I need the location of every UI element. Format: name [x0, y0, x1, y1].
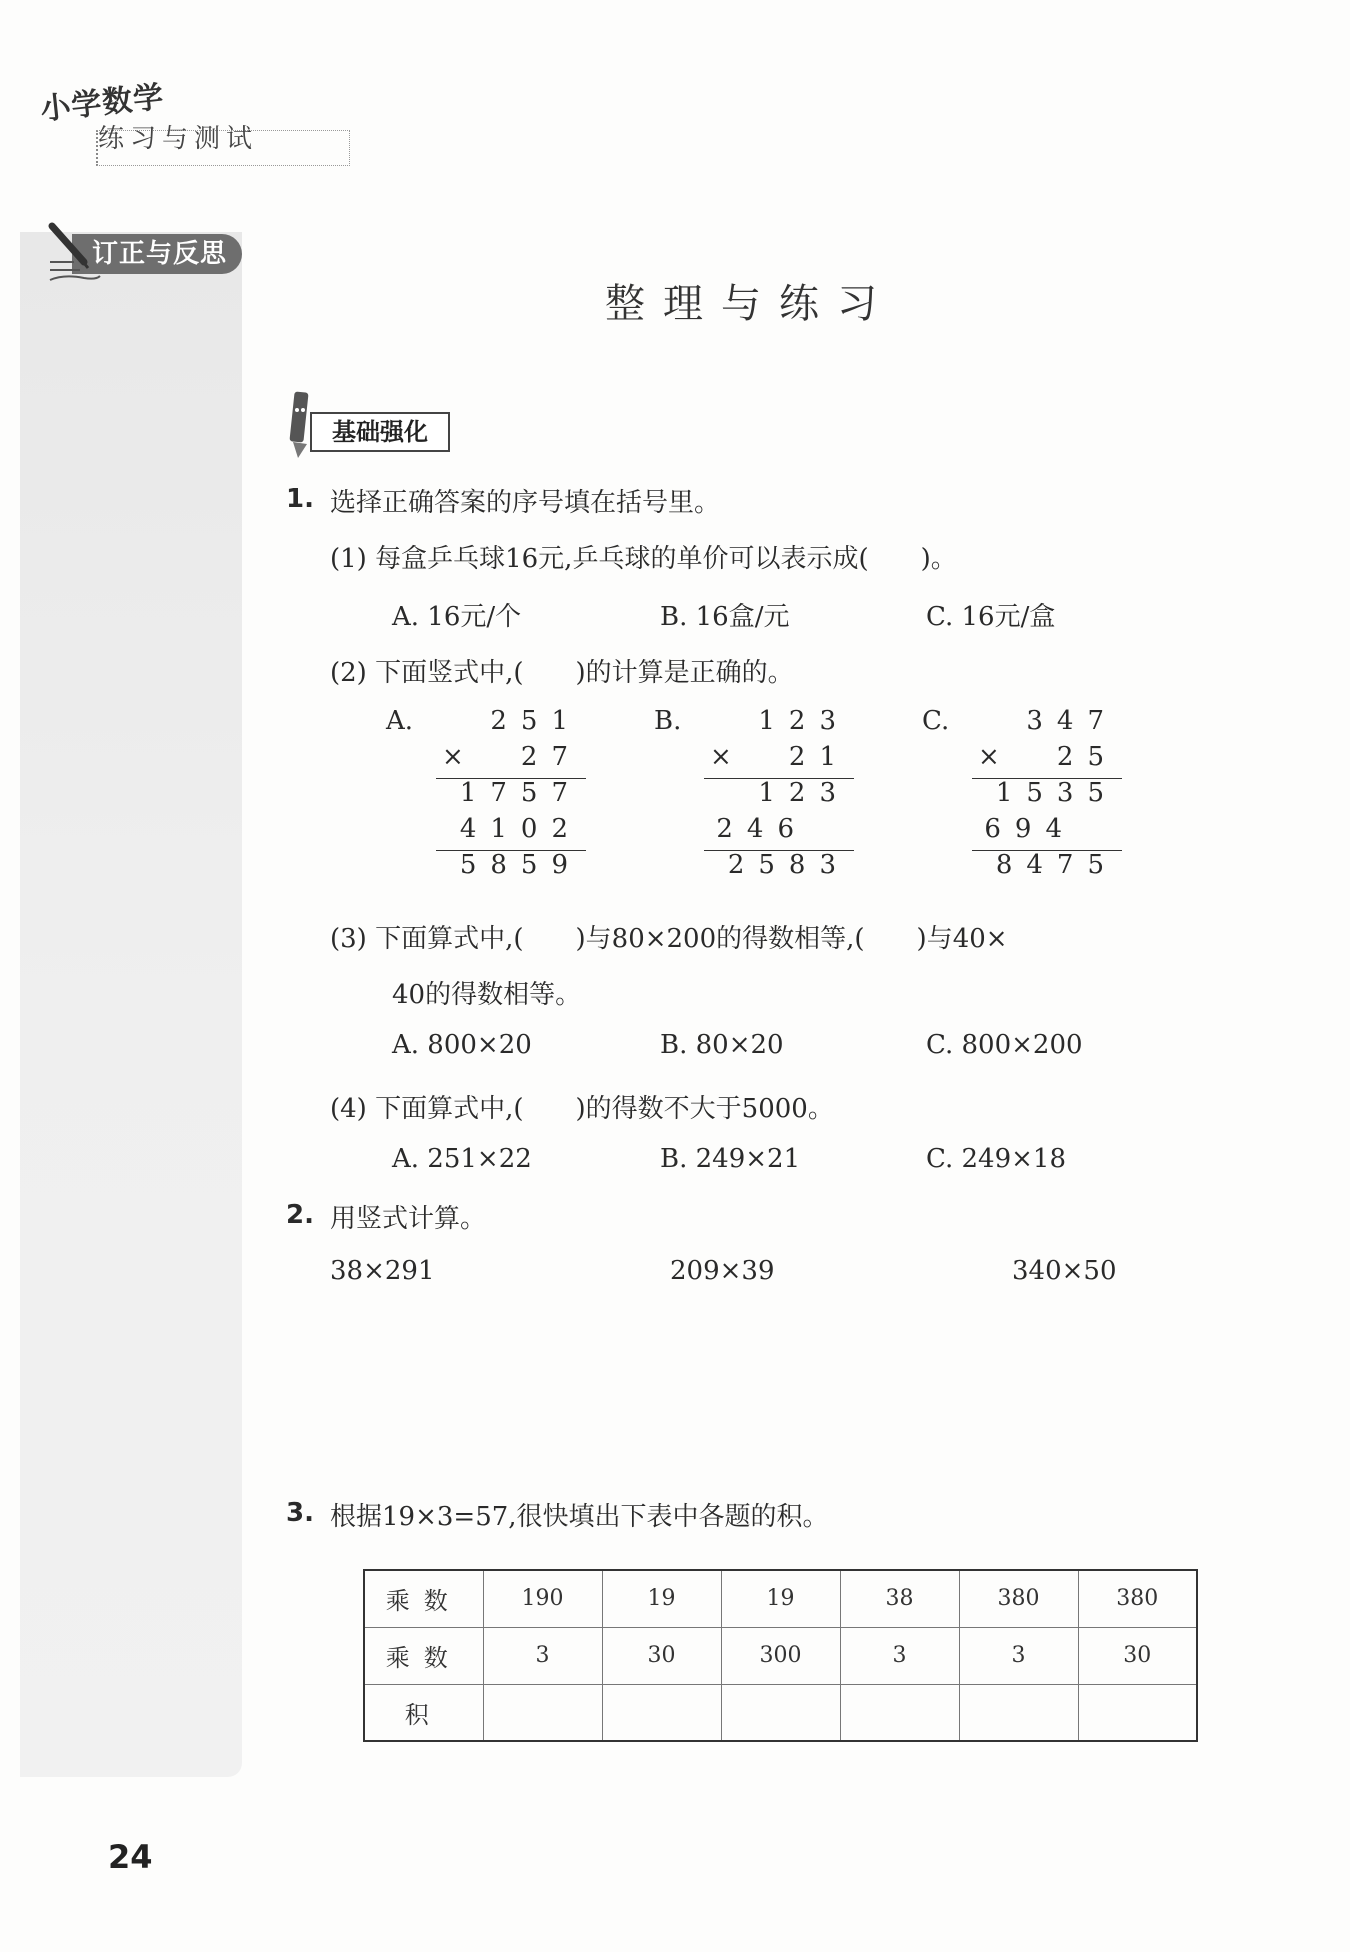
table-cell: 30 — [602, 1627, 721, 1684]
calc-c-partial-2: 694 — [984, 814, 1076, 844]
calc-a-result: 5859 — [459, 850, 582, 880]
book-subtitle: 练习与测试 — [98, 124, 259, 154]
answer-cell[interactable] — [1078, 1684, 1197, 1741]
answer-cell[interactable] — [959, 1684, 1078, 1741]
question-1-text: 选择正确答案的序号填在括号里。 — [330, 488, 721, 518]
book-title: 小学数学 — [38, 79, 166, 128]
calc-c-label: C. — [922, 706, 950, 736]
row-label-multiplier-2: 乘数 — [364, 1627, 483, 1684]
calc-b-times-sign: × — [710, 742, 732, 772]
table-cell: 30 — [1078, 1627, 1197, 1684]
table-cell: 19 — [721, 1570, 840, 1627]
q1-part3-option-a: A. 800×20 — [392, 1030, 532, 1060]
q1-part3-option-c: C. 800×200 — [926, 1030, 1083, 1060]
q1-part1-option-a: A. 16元/个 — [392, 602, 522, 632]
row-label-multiplier-1: 乘数 — [364, 1570, 483, 1627]
calc-a-partial-2: 4102 — [459, 814, 582, 844]
table-row-multiplier-1 — [364, 1570, 1197, 1627]
question-2-number: 2. — [286, 1200, 314, 1230]
q1-part4-option-a: A. 251×22 — [392, 1144, 532, 1174]
correction-sidebar — [20, 232, 242, 1777]
table-cell: 38 — [840, 1570, 959, 1627]
q1-part4-stem: (4) 下面算式中,( )的得数不大于5000。 — [330, 1094, 834, 1124]
question-3-text: 根据19×3=57,很快填出下表中各题的积。 — [330, 1502, 829, 1532]
calc-a-multiplicand: 251 — [490, 706, 582, 736]
q1-part1-option-c: C. 16元/盒 — [926, 602, 1056, 632]
table-cell: 190 — [483, 1570, 602, 1627]
calc-b-result: 2583 — [727, 850, 850, 880]
answer-cell[interactable] — [602, 1684, 721, 1741]
calc-a-label: A. — [386, 706, 414, 736]
table-row-product — [364, 1684, 1197, 1741]
page-number: 24 — [108, 1838, 153, 1876]
calc-b-label: B. — [654, 706, 682, 736]
q1-part3-stem-line2: 40的得数相等。 — [392, 980, 582, 1010]
calc-b-multiplier: 21 — [788, 742, 850, 772]
answer-cell[interactable] — [721, 1684, 840, 1741]
q1-part4-option-b: B. 249×21 — [660, 1144, 801, 1174]
calc-c-result: 8475 — [995, 850, 1118, 880]
table-cell: 380 — [959, 1570, 1078, 1627]
q1-part3-stem-line1: (3) 下面算式中,( )与80×200的得数相等,( )与40× — [330, 924, 1008, 954]
q2-item-1: 38×291 — [330, 1256, 435, 1286]
correction-tab: 订正与反思 — [72, 234, 242, 274]
q1-part4-option-c: C. 249×18 — [926, 1144, 1066, 1174]
calc-c-multiplier: 25 — [1056, 742, 1118, 772]
question-1-number: 1. — [286, 484, 314, 514]
calc-c-multiplicand: 347 — [1026, 706, 1118, 736]
table-cell: 380 — [1078, 1570, 1197, 1627]
calc-a-multiplier: 27 — [520, 742, 582, 772]
basic-strengthen-badge: 基础强化 — [310, 412, 450, 452]
q2-item-2: 209×39 — [670, 1256, 775, 1286]
answer-cell[interactable] — [483, 1684, 602, 1741]
section-title: 整理与练习 — [605, 281, 895, 327]
q1-part1-stem: (1) 每盒乒乓球16元,乒乓球的单价可以表示成( )。 — [330, 544, 957, 574]
table-cell: 300 — [721, 1627, 840, 1684]
calc-c-times-sign: × — [978, 742, 1000, 772]
q1-part2-stem: (2) 下面竖式中,( )的计算是正确的。 — [330, 658, 794, 688]
table-row-multiplier-2 — [364, 1627, 1197, 1684]
calc-c-partial-1: 1535 — [995, 778, 1118, 808]
calc-a-times-sign: × — [442, 742, 464, 772]
product-table — [363, 1569, 1198, 1742]
calc-b-partial-1: 123 — [758, 778, 850, 808]
q1-part1-option-b: B. 16盒/元 — [660, 602, 790, 632]
table-cell: 3 — [959, 1627, 1078, 1684]
question-3-number: 3. — [286, 1498, 314, 1528]
calc-a-partial-1: 1757 — [459, 778, 582, 808]
question-2-text: 用竖式计算。 — [330, 1204, 487, 1234]
q2-item-3: 340×50 — [1012, 1256, 1117, 1286]
row-label-product: 积 — [364, 1684, 483, 1741]
table-cell: 19 — [602, 1570, 721, 1627]
q1-part3-option-b: B. 80×20 — [660, 1030, 784, 1060]
answer-cell[interactable] — [840, 1684, 959, 1741]
calc-b-partial-2: 246 — [716, 814, 808, 844]
calc-b-multiplicand: 123 — [758, 706, 850, 736]
table-cell: 3 — [483, 1627, 602, 1684]
table-cell: 3 — [840, 1627, 959, 1684]
